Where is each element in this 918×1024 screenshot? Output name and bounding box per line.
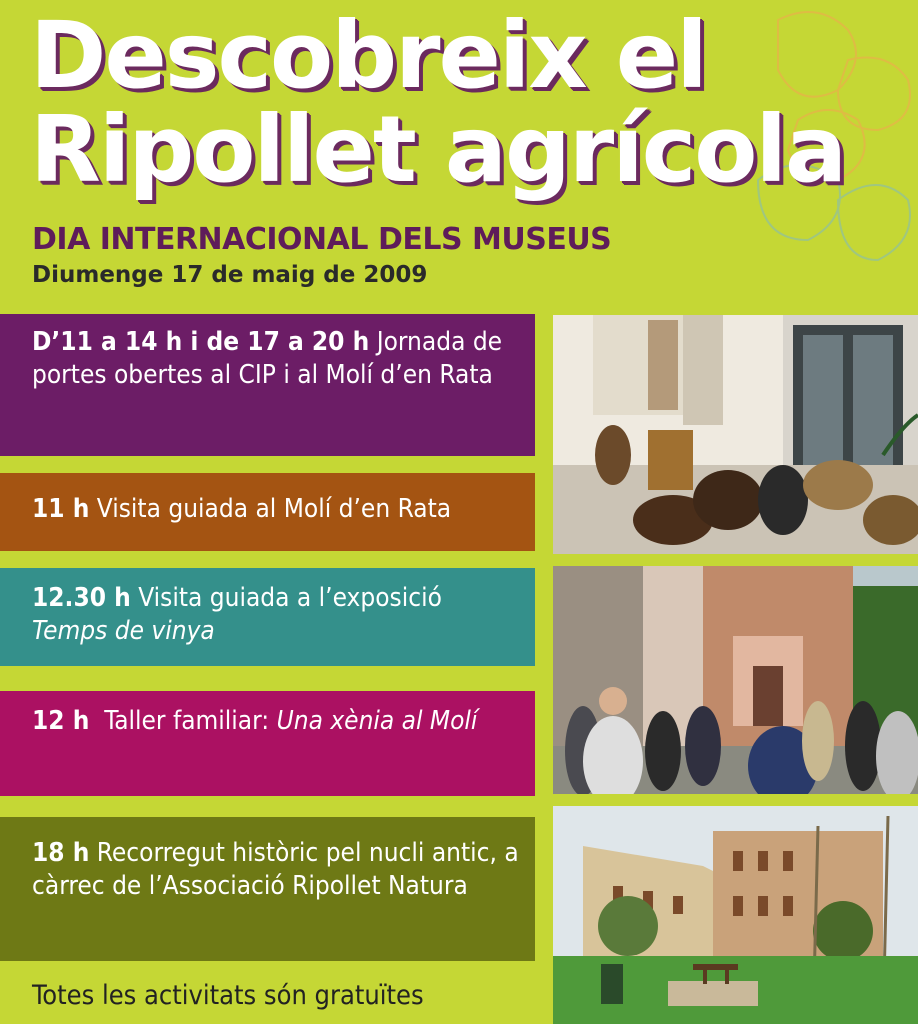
title-line-2: Ripollet agrícola [30,96,846,203]
event-panel-family-workshop [0,691,535,796]
event-time: 12.30 h [32,583,131,613]
event-time: 12 h [32,706,90,736]
event-description: Visita guiada al Molí d’en Rata [96,494,452,524]
event-date: Diumenge 17 de maig de 2009 [32,262,428,288]
event-panel-exhibition-visit [0,568,535,666]
event-description: Recorregut històric pel nucli antic, a càrrec de l’Associació Ripollet Natura [32,838,519,901]
event-description: Jornada de portes obertes al CIP i al Molí d’en Rata [32,327,503,390]
event-time: D’11 a 14 h i de 17 a 20 h [32,327,370,357]
workshop-title: Una xènia al Molí [276,706,478,736]
event-time: 11 h [32,494,90,524]
event-time: 18 h [32,838,90,868]
event-description: Visita guiada a l’exposició [138,583,442,613]
event-description: Taller familiar: [104,706,270,736]
guided-tour-photo [553,566,918,794]
free-activities-note: Totes les activitats són gratuïtes [32,980,424,1011]
exhibition-title: Temps de vinya [32,616,215,646]
event-subtitle: DIA INTERNACIONAL DELS MUSEUS [32,222,612,257]
historic-town-photo [553,806,918,1024]
event-panel-open-day [0,314,535,456]
museum-interior-photo [553,315,918,554]
title-line-1: Descobreix el [30,2,706,109]
event-panel-mill-visit [0,473,535,551]
event-panel-historic-walk [0,817,535,961]
